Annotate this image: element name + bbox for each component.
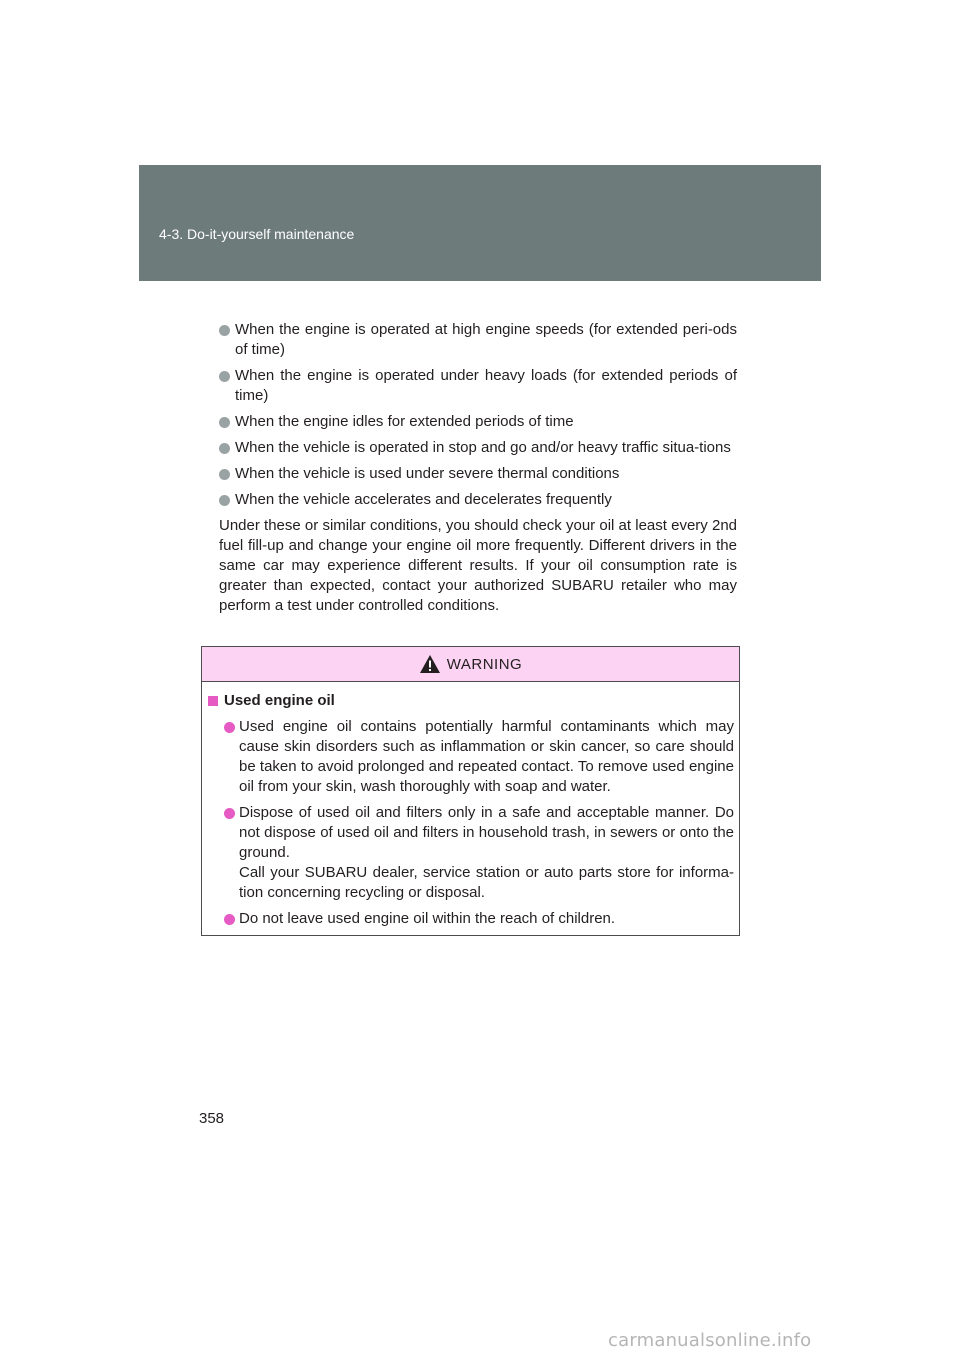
warning-header [202, 647, 739, 682]
bullet-icon [224, 808, 235, 819]
bullet-icon [224, 722, 235, 733]
warning-body [202, 682, 739, 929]
list-item: When the vehicle accelerates and decelerates frequently [219, 490, 737, 510]
warning-subheading: Used engine oil [208, 691, 734, 711]
bullet-icon [219, 371, 230, 382]
list-item: When the engine is operated under heavy loads (for extended periods of time) [219, 366, 737, 406]
section-header-band [139, 165, 821, 281]
list-item: Used engine oil contains potentially harmful contaminants which may cause skin disorders such as inflammation or skin cancer, so care should be taken to avoid prolonged and repeated contact. To remove used engine oil from your skin, wash thoroughly with soap and water. [224, 717, 734, 797]
list-item: Do not leave used engine oil within the reach of children. [224, 909, 734, 929]
warning-title: WARNING [446, 655, 523, 673]
main-content [219, 320, 737, 616]
bullet-icon [219, 495, 230, 506]
bullet-icon [219, 443, 230, 454]
list-item: When the vehicle is used under severe thermal conditions [219, 464, 737, 484]
warning-box [201, 646, 740, 936]
bullet-icon [219, 469, 230, 480]
page-number: 358 [199, 1110, 225, 1127]
list-item: When the vehicle is operated in stop and go and/or heavy traffic situa-tions [219, 438, 737, 458]
watermark: carmanualsonline.info [608, 1330, 812, 1351]
bullet-icon [224, 914, 235, 925]
bullet-icon [219, 325, 230, 336]
bullet-icon [219, 417, 230, 428]
list-item: When the engine is operated at high engine speeds (for extended peri-ods of time) [219, 320, 737, 360]
conditions-list [219, 320, 737, 510]
section-title: 4-3. Do-it-yourself maintenance [159, 226, 355, 242]
body-paragraph: Under these or similar conditions, you should check your oil at least every 2nd fuel fill-up and change your engine oil more frequently. Different drivers in the same car may experience different results. If your oil consumption rate is greater than expected, contact your authorized SUBARU retailer who may perform a test under controlled conditions. [219, 517, 737, 614]
warning-list [208, 717, 734, 929]
warning-extra-line: Call your SUBARU dealer, service station or auto parts store for informa-tion concerning recycling or disposal. [239, 864, 734, 901]
square-bullet-icon [208, 696, 218, 706]
list-item: When the engine idles for extended periods of time [219, 412, 737, 432]
warning-triangle-icon [419, 654, 441, 674]
list-item: Dispose of used oil and filters only in a safe and acceptable manner. Do not dispose of used oil and filters in household trash, in sewers or onto the ground. Call your SUBARU dealer, service station or auto parts store for informa-tion concerning recycling or disposal. [224, 803, 734, 903]
